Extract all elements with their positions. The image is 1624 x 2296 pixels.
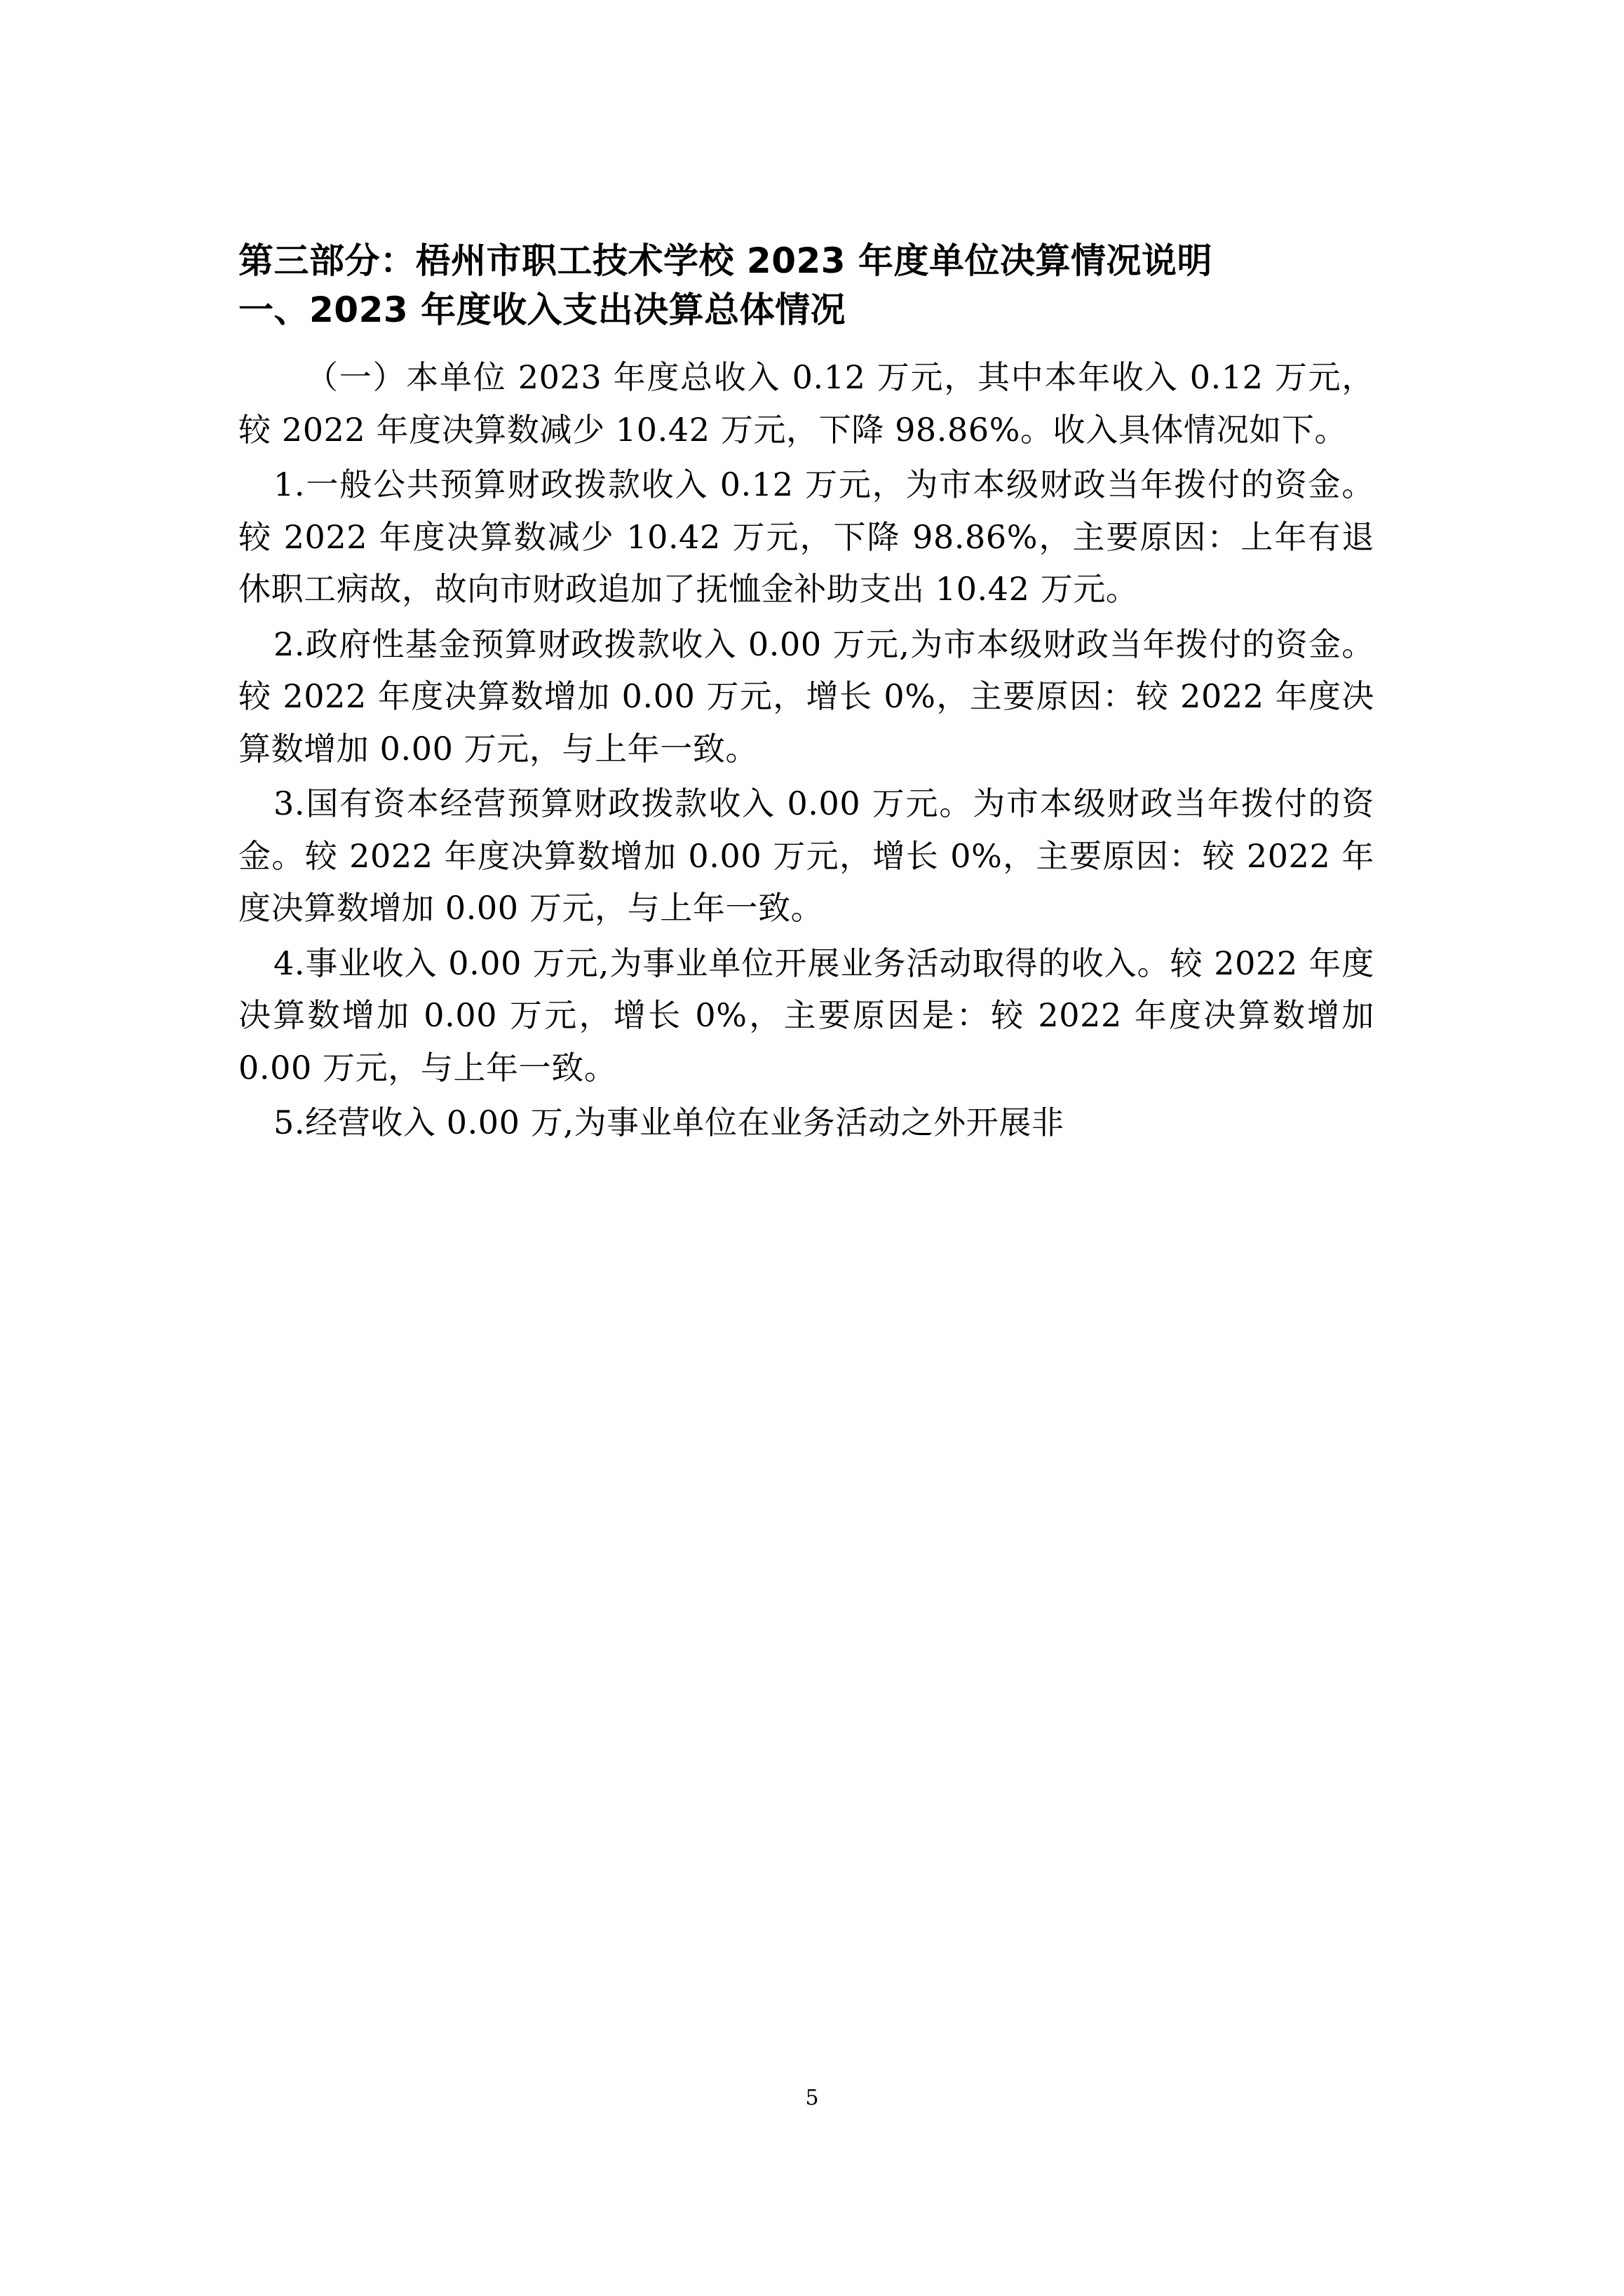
document-body bbox=[238, 238, 1374, 1152]
section-heading: 一、2023 年度收入支出决算总体情况 bbox=[238, 290, 846, 330]
paragraph: 2.政府性基金预算财政拨款收入 0.00 万元,为市本级财政当年拨付的资金。较 2022 年度决算数增加 0.00 万元，增长 0%，主要原因：较 2022 年度决算数增加 0.00 万元，与上年一致。 bbox=[238, 625, 1374, 768]
page-number: 5 bbox=[805, 2086, 819, 2110]
page-title: 第三部分：梧州市职工技术学校 2023 年度单位决算情况说明 bbox=[238, 240, 1212, 281]
paragraph: 5.经营收入 0.00 万,为事业单位在业务活动之外开展非 bbox=[273, 1103, 1064, 1142]
paragraph: 4.事业收入 0.00 万元,为事业单位开展业务活动取得的收入。较 2022 年度决算数增加 0.00 万元，增长 0%，主要原因是：较 2022 年度决算数增加 0.00 万元，与上年一致。 bbox=[238, 944, 1374, 1087]
paragraph: （一）本单位 2023 年度总收入 0.12 万元，其中本年收入 0.12 万元，较 2022 年度决算数减少 10.42 万元，下降 98.86%。收入具体情况如下。 bbox=[238, 358, 1374, 449]
paragraph: 1.一般公共预算财政拨款收入 0.12 万元，为市本级财政当年拨付的资金。较 2022 年度决算数减少 10.42 万元，下降 98.86%，主要原因：上年有退休职工病故，故向市财政追加了抚恤金补助支出 10.42 万元。 bbox=[238, 466, 1374, 609]
paragraph: 3.国有资本经营预算财政拨款收入 0.00 万元。为市本级财政当年拨付的资金。较 2022 年度决算数增加 0.00 万元，增长 0%，主要原因：较 2022 年度决算数增加 0.00 万元，与上年一致。 bbox=[238, 784, 1374, 928]
